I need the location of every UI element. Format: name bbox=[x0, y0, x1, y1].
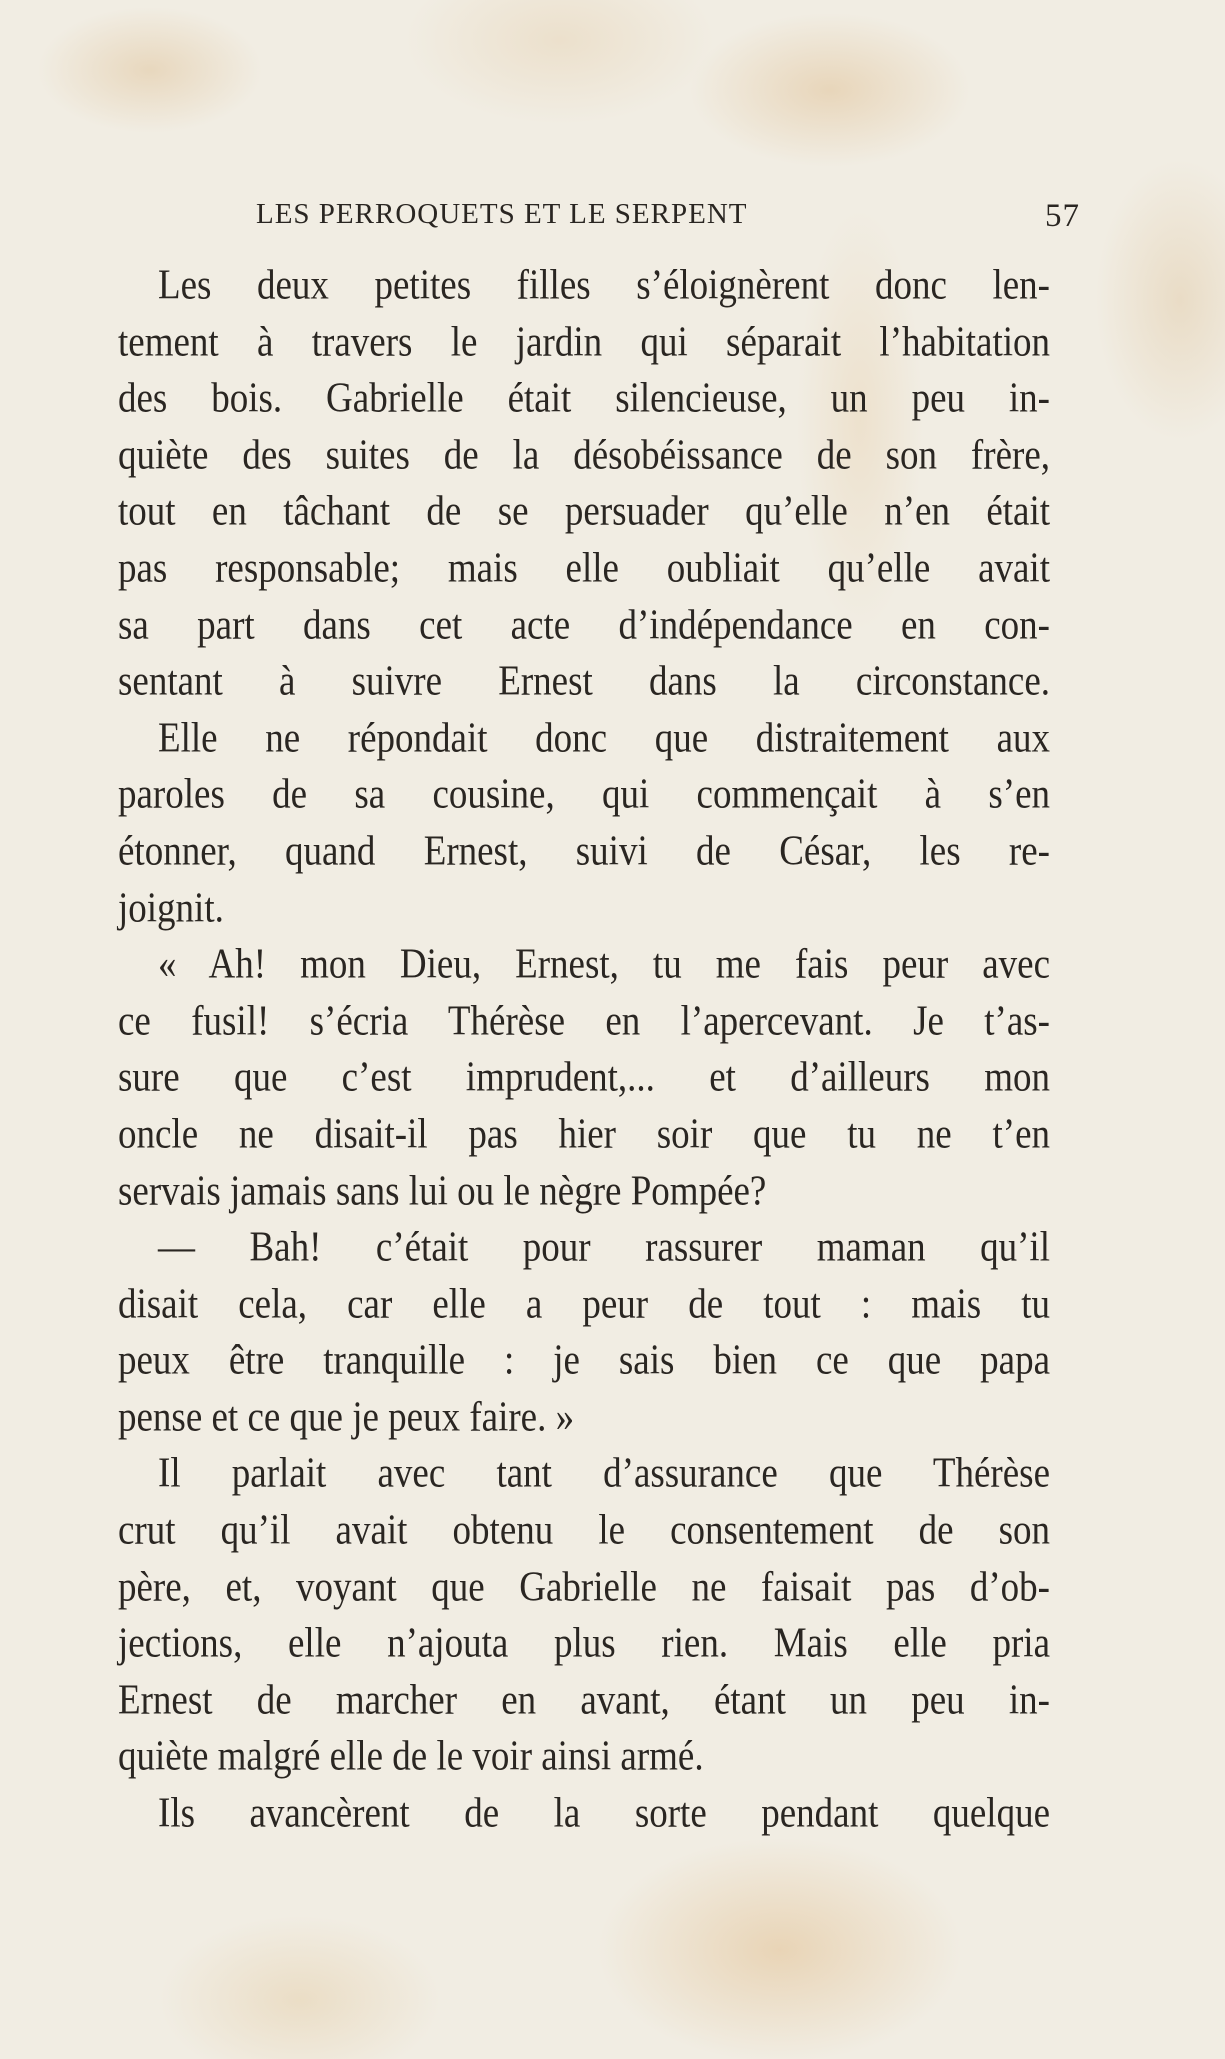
text-line: ce fusil! s’écria Thérèse en l’apercevant. Je t’as- bbox=[118, 997, 1050, 1045]
text-line: sure que c’est imprudent,... et d’ailleurs mon bbox=[118, 1054, 1050, 1102]
running-title: LES PERROQUETS ET LE SERPENT bbox=[256, 198, 748, 230]
text-line: — Bah! c’était pour rassurer maman qu’il bbox=[158, 1223, 1050, 1272]
text-line: père, et, voyant que Gabrielle ne faisait pas d’ob- bbox=[118, 1563, 1050, 1611]
page-body-text bbox=[118, 258, 1050, 1843]
text-line: Il parlait avec tant d’assurance que Thérèse bbox=[158, 1450, 1050, 1498]
text-line: joignit. bbox=[118, 884, 224, 932]
text-line: oncle ne disait-il pas hier soir que tu ne t’en bbox=[118, 1110, 1050, 1158]
text-line: quiète malgré elle de le voir ainsi armé. bbox=[118, 1733, 704, 1781]
text-line: jections, elle n’ajouta plus rien. Mais elle pria bbox=[118, 1620, 1050, 1668]
text-line: tout en tâchant de se persuader qu’elle n’en était bbox=[118, 488, 1050, 536]
text-line: servais jamais sans lui ou le nègre Pompée? bbox=[118, 1167, 767, 1215]
text-line: étonner, quand Ernest, suivi de César, les re- bbox=[118, 827, 1050, 875]
text-line: paroles de sa cousine, qui commençait à s’en bbox=[118, 771, 1050, 819]
text-line: crut qu’il avait obtenu le consentement de son bbox=[118, 1506, 1050, 1555]
text-line: tement à travers le jardin qui séparait l’habitation bbox=[118, 318, 1050, 366]
text-line: peux être tranquille : je sais bien ce que papa bbox=[118, 1337, 1050, 1385]
text-line: Ernest de marcher en avant, étant un peu in- bbox=[118, 1676, 1050, 1724]
text-line: des bois. Gabrielle était silencieuse, un peu in- bbox=[118, 374, 1050, 423]
text-line: Elle ne répondait donc que distraitement aux bbox=[158, 714, 1050, 762]
text-line: « Ah! mon Dieu, Ernest, tu me fais peur avec bbox=[158, 940, 1050, 989]
text-line: Les deux petites filles s’éloignèrent donc len- bbox=[158, 261, 1050, 309]
page-number: 57 bbox=[1045, 198, 1080, 234]
text-line: pense et ce que je peux faire. » bbox=[118, 1393, 575, 1441]
text-line: sentant à suivre Ernest dans la circonstance. bbox=[118, 657, 1050, 706]
text-line: sa part dans cet acte d’indépendance en con- bbox=[118, 601, 1050, 649]
text-line: quiète des suites de la désobéissance de son frère, bbox=[118, 431, 1050, 479]
text-line: disait cela, car elle a peur de tout : mais tu bbox=[118, 1280, 1050, 1328]
text-line: Ils avancèrent de la sorte pendant quelque bbox=[158, 1789, 1050, 1837]
text-line: pas responsable; mais elle oubliait qu’elle avait bbox=[118, 544, 1050, 592]
running-header bbox=[256, 198, 1080, 242]
